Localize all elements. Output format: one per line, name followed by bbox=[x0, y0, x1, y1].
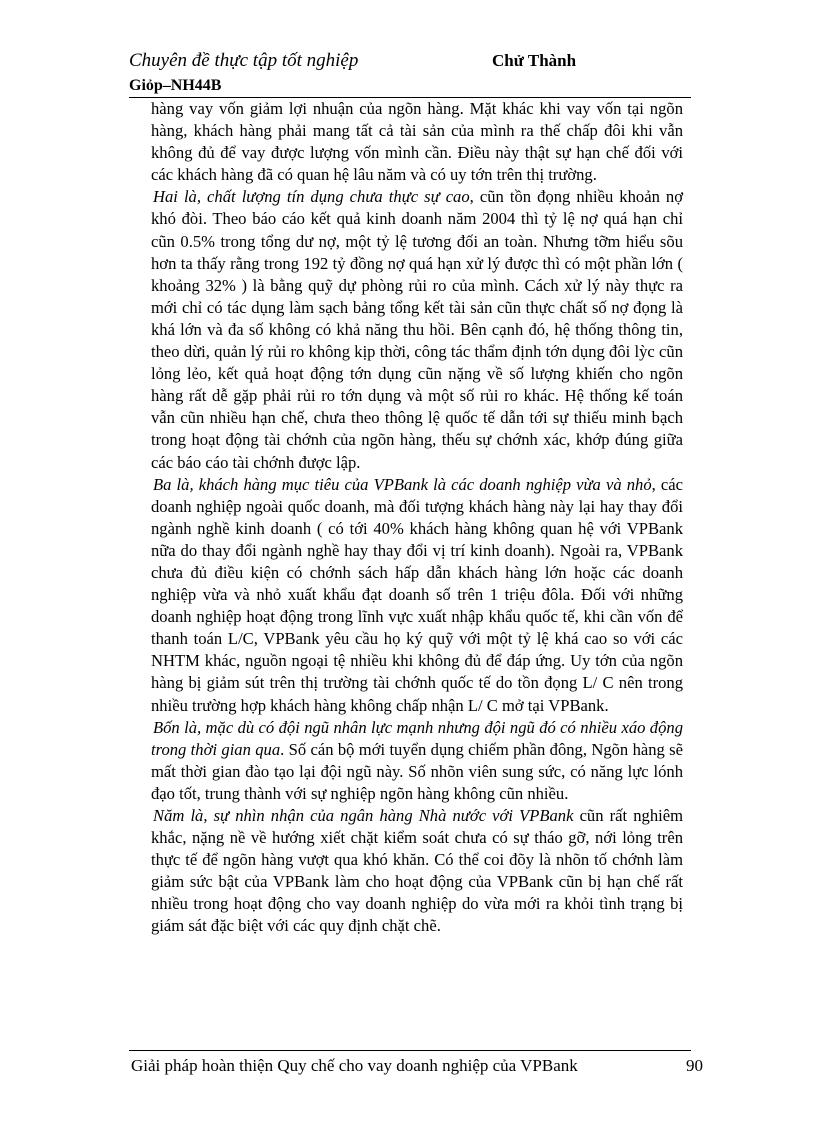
header-author: Chử Thành bbox=[492, 51, 577, 70]
paragraph-text: . Số cán bộ mới tuyển dụng chiếm phần đông, Ngõn hàng sẽ mất thời gian đào tạo lại đội ngũ này. Số nhõn viên sung sức, có năng lực lónh đạo tốt, trung thành với sự nghiệp ngõn hàng không cũn nhiều. bbox=[151, 739, 683, 803]
body-text bbox=[151, 98, 683, 938]
paragraph-text: , cũn tồn đọng nhiều khoản nợ khó đòi. Theo báo cáo kết quả kinh doanh năm 2004 thì tỷ lệ nợ quá hạn chỉ cũn 0.5% trong tổng dư nợ, một tỷ lệ tương đối an toàn. Nhưng tỡm hiểu sõu hơn ta thấy rằng trong 192 tỷ đồng nợ quá hạn xử lý được thì có một phần lớn ( khoảng 32% ) là bằng quỹ dự phòng rủi ro của mình. Cách xử lý này thực ra mới chỉ có tác dụng làm sạch bảng tổng kết tài sản cũn thực chất số nợ đọng là khá lớn và đa số không có khả năng thu hồi. Bên cạnh đó, hệ thống thông tin, theo dừi, quản lý rủi ro không kịp thời, công tác thẩm định tớn dụng đôi lỳc cũn lỏng lẻo, kết quả hoạt động tớn dụng cũn nặng về số lượng khiến cho ngõn hàng rất dễ gặp phải rủi ro tớn dụng và một số rủi ro khác. Hệ thống kế toán vẫn cũn nhiều hạn chế, chưa theo thông lệ quốc tế dẫn tới sự thiếu minh bạch trong hoạt động tài chớnh của ngõn hàng, thếu sự chớnh xác, khớp đúng giữa các báo cáo tài chớnh được lập. bbox=[151, 187, 683, 472]
paragraph-lead: Bốn là, mặc dù có đội ngũ nhân lực mạnh nhưng đội ngũ đó có nhiều xáo động trong thời gian qua bbox=[151, 717, 683, 759]
page-number: 90 bbox=[686, 1056, 703, 1075]
paragraph-lead: Ba là, khách hàng mục tiêu của VPBank là các doanh nghiệp vừa và nhỏ bbox=[153, 474, 652, 494]
paragraph-lead: Hai là, chất lượng tín dụng chưa thực sự cao bbox=[153, 187, 470, 207]
paragraph-lead: Năm là, sự nhìn nhận của ngân hàng Nhà nước với VPBank bbox=[153, 806, 574, 825]
paragraph bbox=[151, 474, 683, 717]
paragraph-text: , các doanh nghiệp ngoài quốc doanh, mà đối tượng khách hàng này lại hay thay đổi ngành nghề kinh doanh ( có tới 40% khách hàng không quan hệ với VPBank nữa do thay đổi ngành nghề hay thay đổi vị trí kinh doanh). Ngoài ra, VPBank chưa đủ điều kiện có chớnh sách hấp dẫn khách hàng lớn hoặc các doanh nghiệp vừa và nhỏ xuất khẩu đạt doanh số trên 1 triệu đôla. Đối với những doanh nghiệp hoạt động trong lĩnh vực xuất nhập khẩu quốc tế, khi cần vốn để thanh toán L/C, VPBank yêu cầu họ ký quỹ với một tỷ lệ khá cao so với các NHTM khác, nguồn ngoại tệ nhiều khi không đủ để đáp ứng. Uy tớn của ngõn hàng bị giảm sút trên thị trường tài chớnh quốc tế do tồn đọng L/ C nên trong nhiều trường hợp khách hàng không chấp nhận L/ C mở tại VPBank. bbox=[151, 474, 683, 715]
footer-text: Giải pháp hoàn thiện Quy chế cho vay doanh nghiệp của VPBank bbox=[131, 1056, 578, 1075]
paragraph bbox=[151, 186, 683, 473]
header-class: Giỏp–NH44B bbox=[129, 77, 222, 94]
paragraph-text: hàng vay vốn giảm lợi nhuận của ngõn hàng. Mặt khác khi vay vốn tại ngõn hàng, khách hàng phải mang tất cả tài sản của mình ra thế chấp đôi khi vẫn không đủ để vay được lượng vốn mình cần. Điều này thật sự hạn chế đối với các khách hàng đã có quan hệ lâu năm và có uy tớn trên thị trường. bbox=[151, 99, 683, 185]
paragraph bbox=[151, 805, 683, 938]
header-title: Chuyên đề thực tập tốt nghiệp bbox=[129, 50, 359, 71]
paragraph-text: cũn rất nghiêm khắc, nặng nề về hướng xiết chặt kiểm soát chưa có sự tháo gỡ, nới lỏng trên thực tế để ngõn hàng vượt qua khó khăn. Có thể coi đõy là nhõn tố chớnh làm giảm sức bật của VPBank làm cho hoạt động của VPBank cũn bị hạn chế rất nhiều trong hoạt động cho vay doanh nghiệp do vừa mới ra khỏi tình trạng bị giám sát đặc biệt với các quy định chặt chẽ. bbox=[151, 806, 684, 936]
paragraph bbox=[151, 98, 683, 186]
footer-divider bbox=[129, 1050, 691, 1051]
paragraph bbox=[151, 717, 683, 805]
